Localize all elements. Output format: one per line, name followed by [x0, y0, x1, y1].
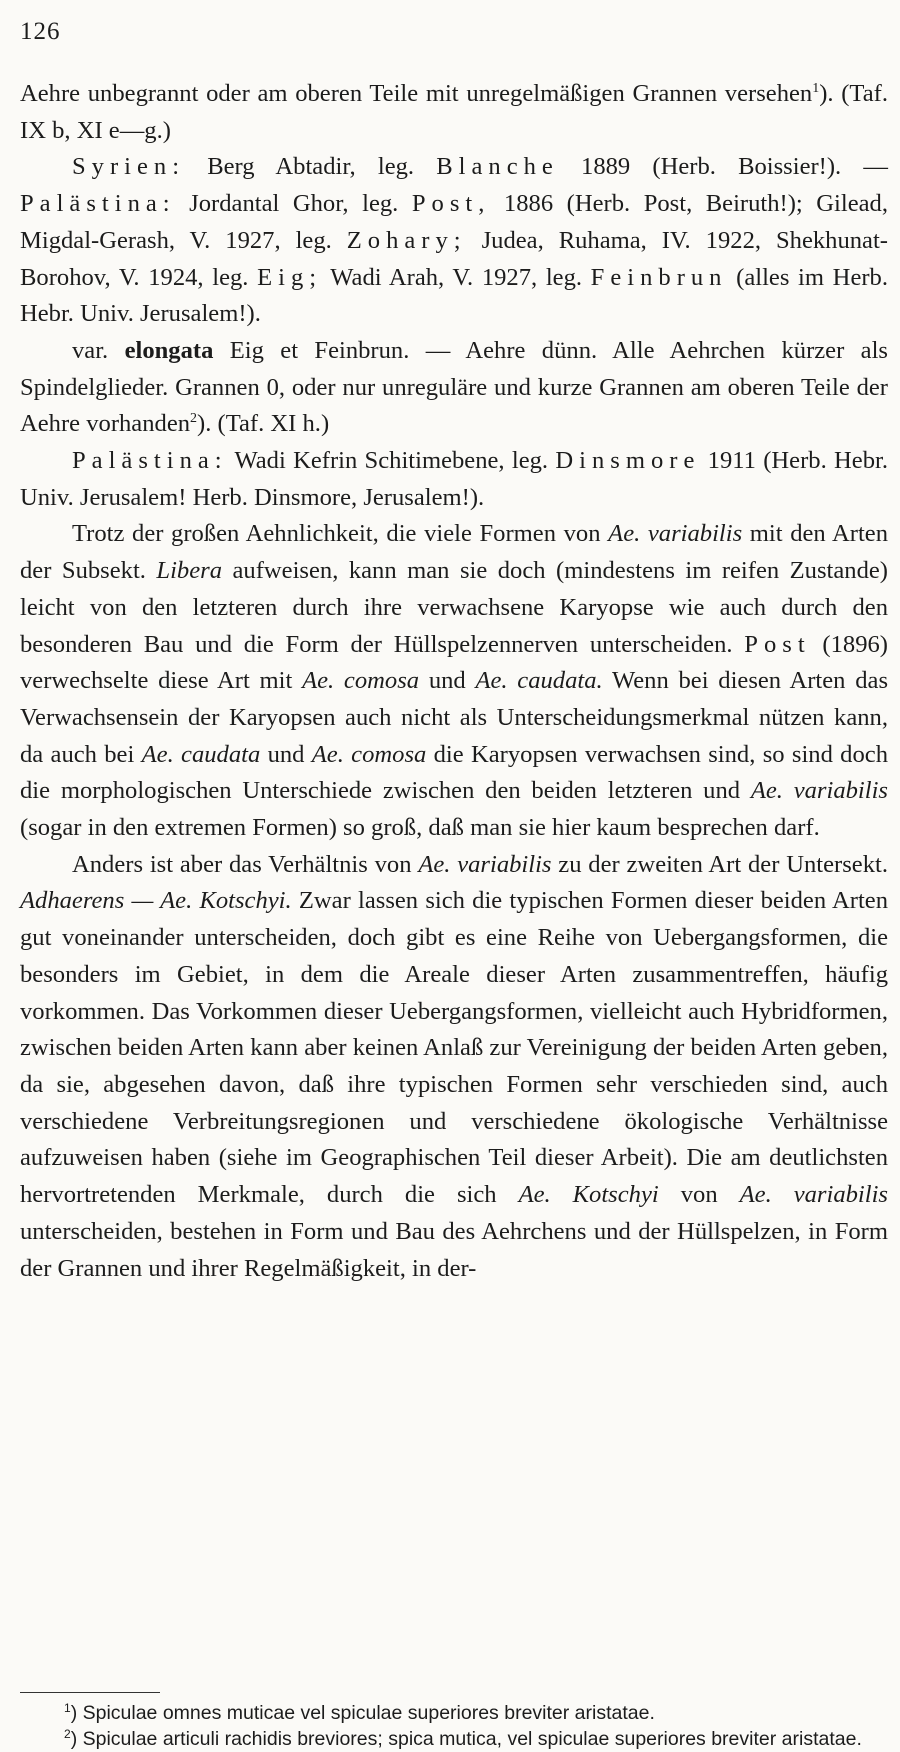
paragraph-description: Aehre unbegrannt oder am oberen Teile mit unregelmäßigen Grannen versehen$^1$). (Taf. IX b, XI e—g.)	[20, 80, 888, 144]
paragraph-localities-1: Syrien: Berg Abtadir, leg. Blanche 1889 (Herb. Boissier!). — Palästina: Jordantal Ghor, leg. Post, 1886 (Herb. Post, Beiruth!); Gilead, Migdal-Gerash, V. 1927, leg. Zohary; Judea, Ruhama, IV. 1922, Shekhunat-Borohov, V. 1924, leg. Eig; Wadi Arah, V. 1927, leg. Feinbrun (alles im Herb. Hebr. Univ. Jerusalem!).	[20, 153, 888, 328]
page-number: 126	[20, 18, 61, 45]
footnote-2: $^2$) Spiculae articuli rachidis breviores; spica mutica, vel spiculae superiores breviter aristatae.	[64, 1727, 862, 1750]
body-text	[20, 76, 888, 1287]
paragraph-localities-2: Palästina: Wadi Kefrin Schitimebene, leg. Dinsmore 1911 (Herb. Hebr. Univ. Jerusalem! Herb. Dinsmore, Jerusalem!).	[20, 447, 888, 511]
footnote-divider	[20, 1692, 160, 1693]
footnote-ref: 1	[812, 81, 820, 96]
footnote-ref: 2	[190, 411, 198, 427]
footnote-1: $^1$) Spiculae omnes muticae vel spiculae superiores breviter aristatae.	[64, 1701, 655, 1724]
footnotes	[20, 1700, 888, 1752]
paragraph-kotschyi: Anders ist aber das Verhältnis von Ae. variabilis zu der zweiten Art der Untersekt. Adhaerens — Ae. Kotschyi. Zwar lassen sich die typischen Formen dieser beiden Arten gut voneinander unterscheiden, doch gibt es eine Reihe von Uebergangsformen, die besonders im Gebiet, in dem die Areale dieser Arten zusammentreffen, häufig vorkommen. Das Vorkommen dieser Uebergangsformen, vielleicht auch Hybridformen, zwischen beiden Arten kann aber keinen Anlaß zur Vereinigung der beiden Arten geben, da sie, abgesehen davon, daß ihre typischen Formen sehr verschieden sind, auch verschiedene Verbreitungsregionen und verschiedene ökologische Verhältnisse aufzuweisen haben (siehe im Geographischen Teil dieser Arbeit). Die am deutlichsten hervortretenden Merkmale, durch die sich Ae. Kotschyi von Ae. variabilis unterscheiden, bestehen in Form und Bau des Aehrchens und der Hüllspelzen, in Form der Grannen und ihrer Regelmäßigkeit, in der-	[20, 850, 888, 1282]
paragraph-variety: var. elongata Eig et Feinbrun. — Aehre dünn. Alle Aehrchen kürzer als Spindelglieder. Grannen 0, oder nur unreguläre und kurze Grannen am oberen Teile der Aehre vorhanden$^2$). (Taf. XI h.)	[20, 336, 888, 438]
paragraph-comparison: Trotz der großen Aehnlichkeit, die viele Formen von Ae. variabilis mit den Arten der Subsekt. Libera aufweisen, kann man sie doch (mindestens im reifen Zustande) leicht von den letzteren durch ihre verwachsene Karyopse wie auch durch den besonderen Bau und die Form der Hüllspelzennerven unterscheiden. Post (1896) verwechselte diese Art mit Ae. comosa und Ae. caudata. Wenn bei diesen Arten das Verwachsensein der Karyopsen auch nicht als Unterscheidungsmerkmal nützen kann, da auch bei Ae. caudata und Ae. comosa die Karyopsen verwachsen sind, so sind doch die morphologischen Unterschiede zwischen den beiden letzteren und Ae. variabilis (sogar in den extremen Formen) so groß, daß man sie hier kaum besprechen darf.	[20, 520, 889, 842]
